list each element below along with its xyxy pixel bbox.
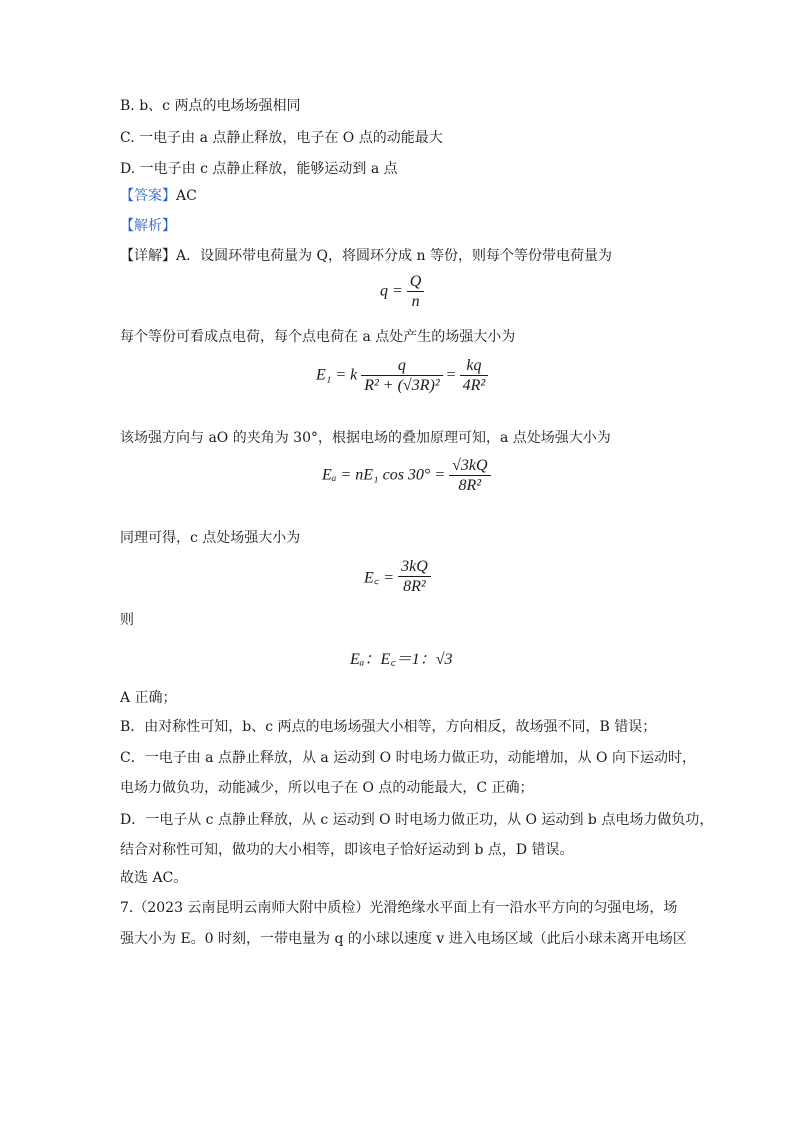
same-line: 同理可得，c 点处场强大小为: [120, 530, 301, 546]
eq4-lhs: E꜀ =: [364, 569, 395, 587]
eq2-num2: kq: [460, 356, 489, 376]
eq2-den2: 4R²: [462, 377, 486, 394]
eq1-den: n: [411, 293, 420, 310]
a-correct: A 正确；: [120, 690, 177, 706]
question-7-line-2: 强大小为 E。0 时刻，一带电量为 q 的小球以速度 v 进入电场区域（此后小球未离开电场区: [120, 931, 687, 947]
answer-value: AC: [176, 188, 197, 204]
eq2-lhs: E₁ = k: [316, 366, 358, 384]
option-c: C. 一电子由 a 点静止释放，电子在 O 点的动能最大: [120, 130, 443, 146]
analysis-tag: 【解析】: [120, 218, 176, 234]
c-explanation-1: C．一电子由 a 点静止释放，从 a 运动到 O 时电场力做正功，动能增加，从 O 向下运动时，: [120, 750, 696, 766]
then-line: 则: [120, 612, 134, 628]
eq2-fraction: [361, 356, 442, 395]
eq1-fraction: [407, 272, 425, 311]
choose-line: 故选 AC。: [120, 870, 188, 886]
equation-e1: [316, 356, 488, 395]
angle-line: 该场强方向与 aO 的夹角为 30°，根据电场的叠加原理可知，a 点处场强大小为: [120, 430, 611, 446]
eq2-num: q: [361, 356, 442, 376]
eq3-fraction: [449, 456, 490, 495]
answer-line: [120, 186, 197, 206]
eq1-lhs: q =: [380, 282, 403, 300]
option-d: D. 一电子由 c 点静止释放，能够运动到 a 点: [120, 161, 398, 177]
d-explanation-2: 结合对称性可知，做功的大小相等，即该电子恰好运动到 b 点，D 错误。: [120, 842, 574, 858]
question-7-line-1: 7.（2023 云南昆明云南师大附中质检）光滑绝缘水平面上有一沿水平方向的匀强电场，场: [120, 900, 678, 916]
equation-ec: [364, 557, 431, 596]
eq2-den: R² + (√3R)²: [364, 377, 440, 394]
eq2-fraction-2: [460, 356, 489, 395]
option-b: B. b、c 两点的电场场强相同: [120, 98, 301, 114]
answer-tag: 【答案】: [120, 188, 176, 204]
detail-line: 【详解】A．设圆环带电荷量为 Q，将圆环分成 n 等份，则每个等份带电荷量为: [120, 248, 612, 264]
equation-ratio: Eₐ：E꜀＝1：√3: [350, 651, 453, 668]
point-charge-line: 每个等份可看成点电荷，每个点电荷在 a 点处产生的场强大小为: [120, 329, 516, 345]
b-explanation: B．由对称性可知，b、c 两点的电场场强大小相等，方向相反，故场强不同，B 错误；: [120, 719, 657, 735]
c-explanation-2: 电场力做负功，动能减少，所以电子在 O 点的动能最大，C 正确；: [120, 780, 534, 796]
eq4-fraction: [398, 557, 431, 596]
equation-ea: [322, 456, 491, 495]
d-explanation-1: D．一电子从 c 点静止释放，从 c 运动到 O 时电场力做正功，从 O 运动到 b 点电场力做负功，: [120, 812, 714, 828]
eq1-num: Q: [407, 272, 425, 292]
eq3-den: 8R²: [458, 477, 482, 494]
eq4-den: 8R²: [403, 578, 426, 595]
equation-q: [380, 272, 424, 311]
eq4-num: 3kQ: [398, 557, 431, 577]
eq3-lhs: Eₐ = nE₁ cos 30° =: [322, 466, 446, 484]
eq2-equals: =: [446, 366, 456, 384]
eq3-num: √3kQ: [449, 456, 490, 476]
